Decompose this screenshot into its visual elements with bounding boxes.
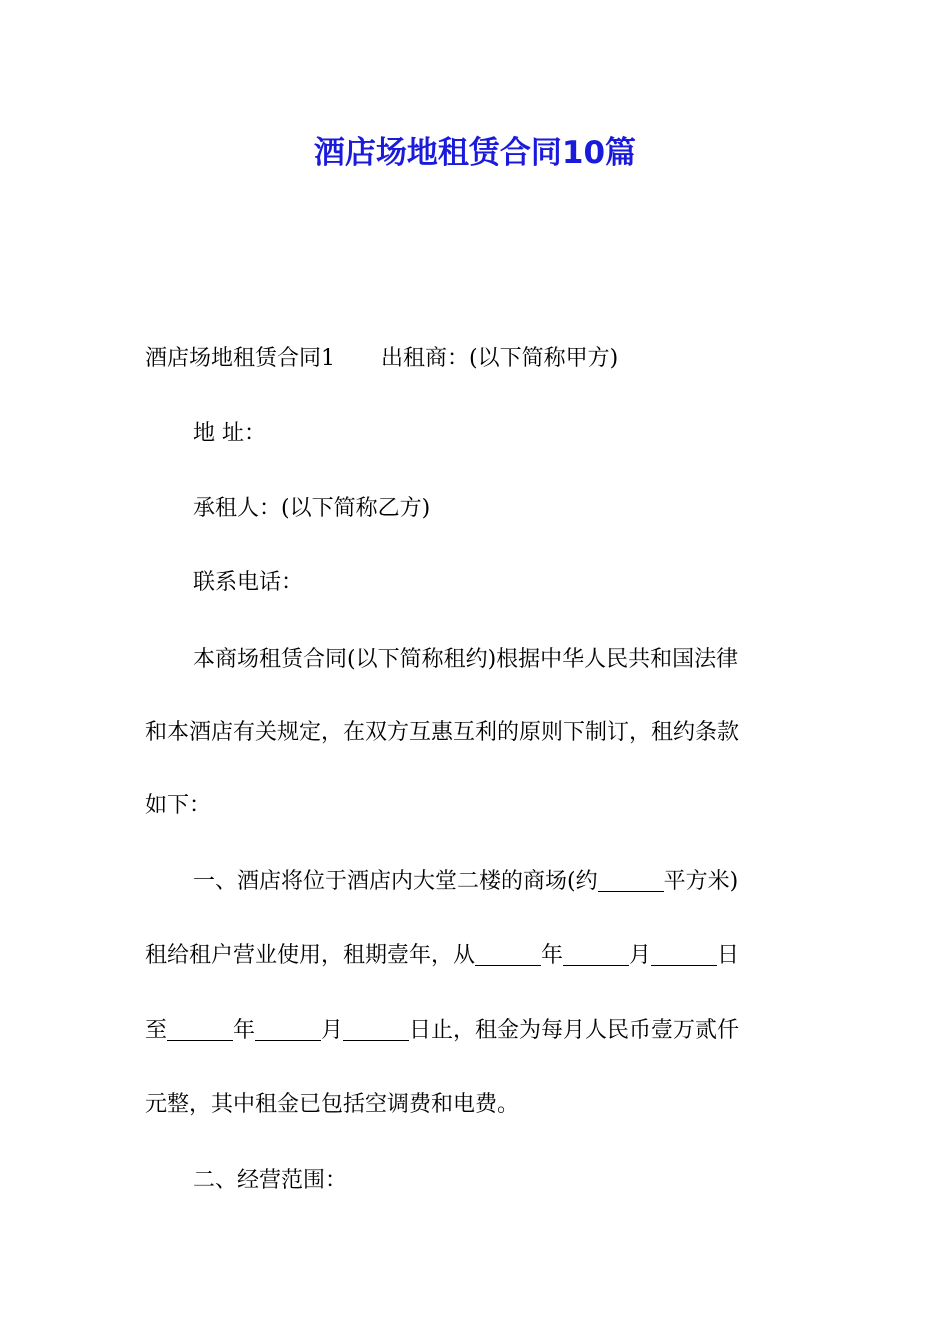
clause-text: 月: [629, 943, 652, 968]
clause-one-line: [145, 864, 810, 900]
clause-two-heading: 二、经营范围：: [193, 1168, 348, 1193]
page-title: 酒店场地租赁合同10篇: [313, 135, 637, 171]
blank-field: [343, 1018, 409, 1041]
address-label: 地 址：: [193, 421, 266, 446]
blank-field: [651, 943, 717, 966]
lessor-label: 出租商：(以下简称甲方): [381, 346, 619, 371]
clause-text: 租给租户营业使用，租期壹年，从: [145, 943, 476, 968]
clause-text: 日: [717, 943, 740, 968]
paragraph-line: 和本酒店有关规定，在双方互惠互利的原则下制订，租约条款: [145, 720, 740, 745]
blank-field: [167, 1018, 233, 1041]
clause-one-line: [145, 1013, 810, 1049]
clause-text: 年: [233, 1018, 256, 1043]
lessee-label: 承租人：(以下简称乙方): [193, 496, 431, 521]
contract-number: 酒店场地租赁合同1: [145, 346, 335, 371]
blank-field: [598, 869, 664, 892]
clause-text: 日止，租金为每月人民币壹万贰仟: [409, 1018, 740, 1043]
blank-field: [255, 1018, 321, 1041]
clause-text: 年: [541, 943, 564, 968]
clause-text: 平方米): [663, 869, 739, 894]
clause-text: 一、酒店将位于酒店内大堂二楼的商场(约: [193, 869, 598, 894]
clause-one-line: 元整，其中租金已包括空调费和电费。: [145, 1092, 520, 1117]
blank-field: [563, 943, 629, 966]
clause-one-line: [145, 938, 810, 974]
paragraph-line: 如下：: [145, 793, 212, 818]
phone-label: 联系电话：: [193, 570, 304, 595]
paragraph-line: 本商场租赁合同(以下简称租约)根据中华人民共和国法律: [193, 647, 739, 672]
clause-text: 至: [145, 1018, 168, 1043]
blank-field: [475, 943, 541, 966]
clause-text: 月: [321, 1018, 344, 1043]
contract-heading-line: [145, 341, 810, 377]
